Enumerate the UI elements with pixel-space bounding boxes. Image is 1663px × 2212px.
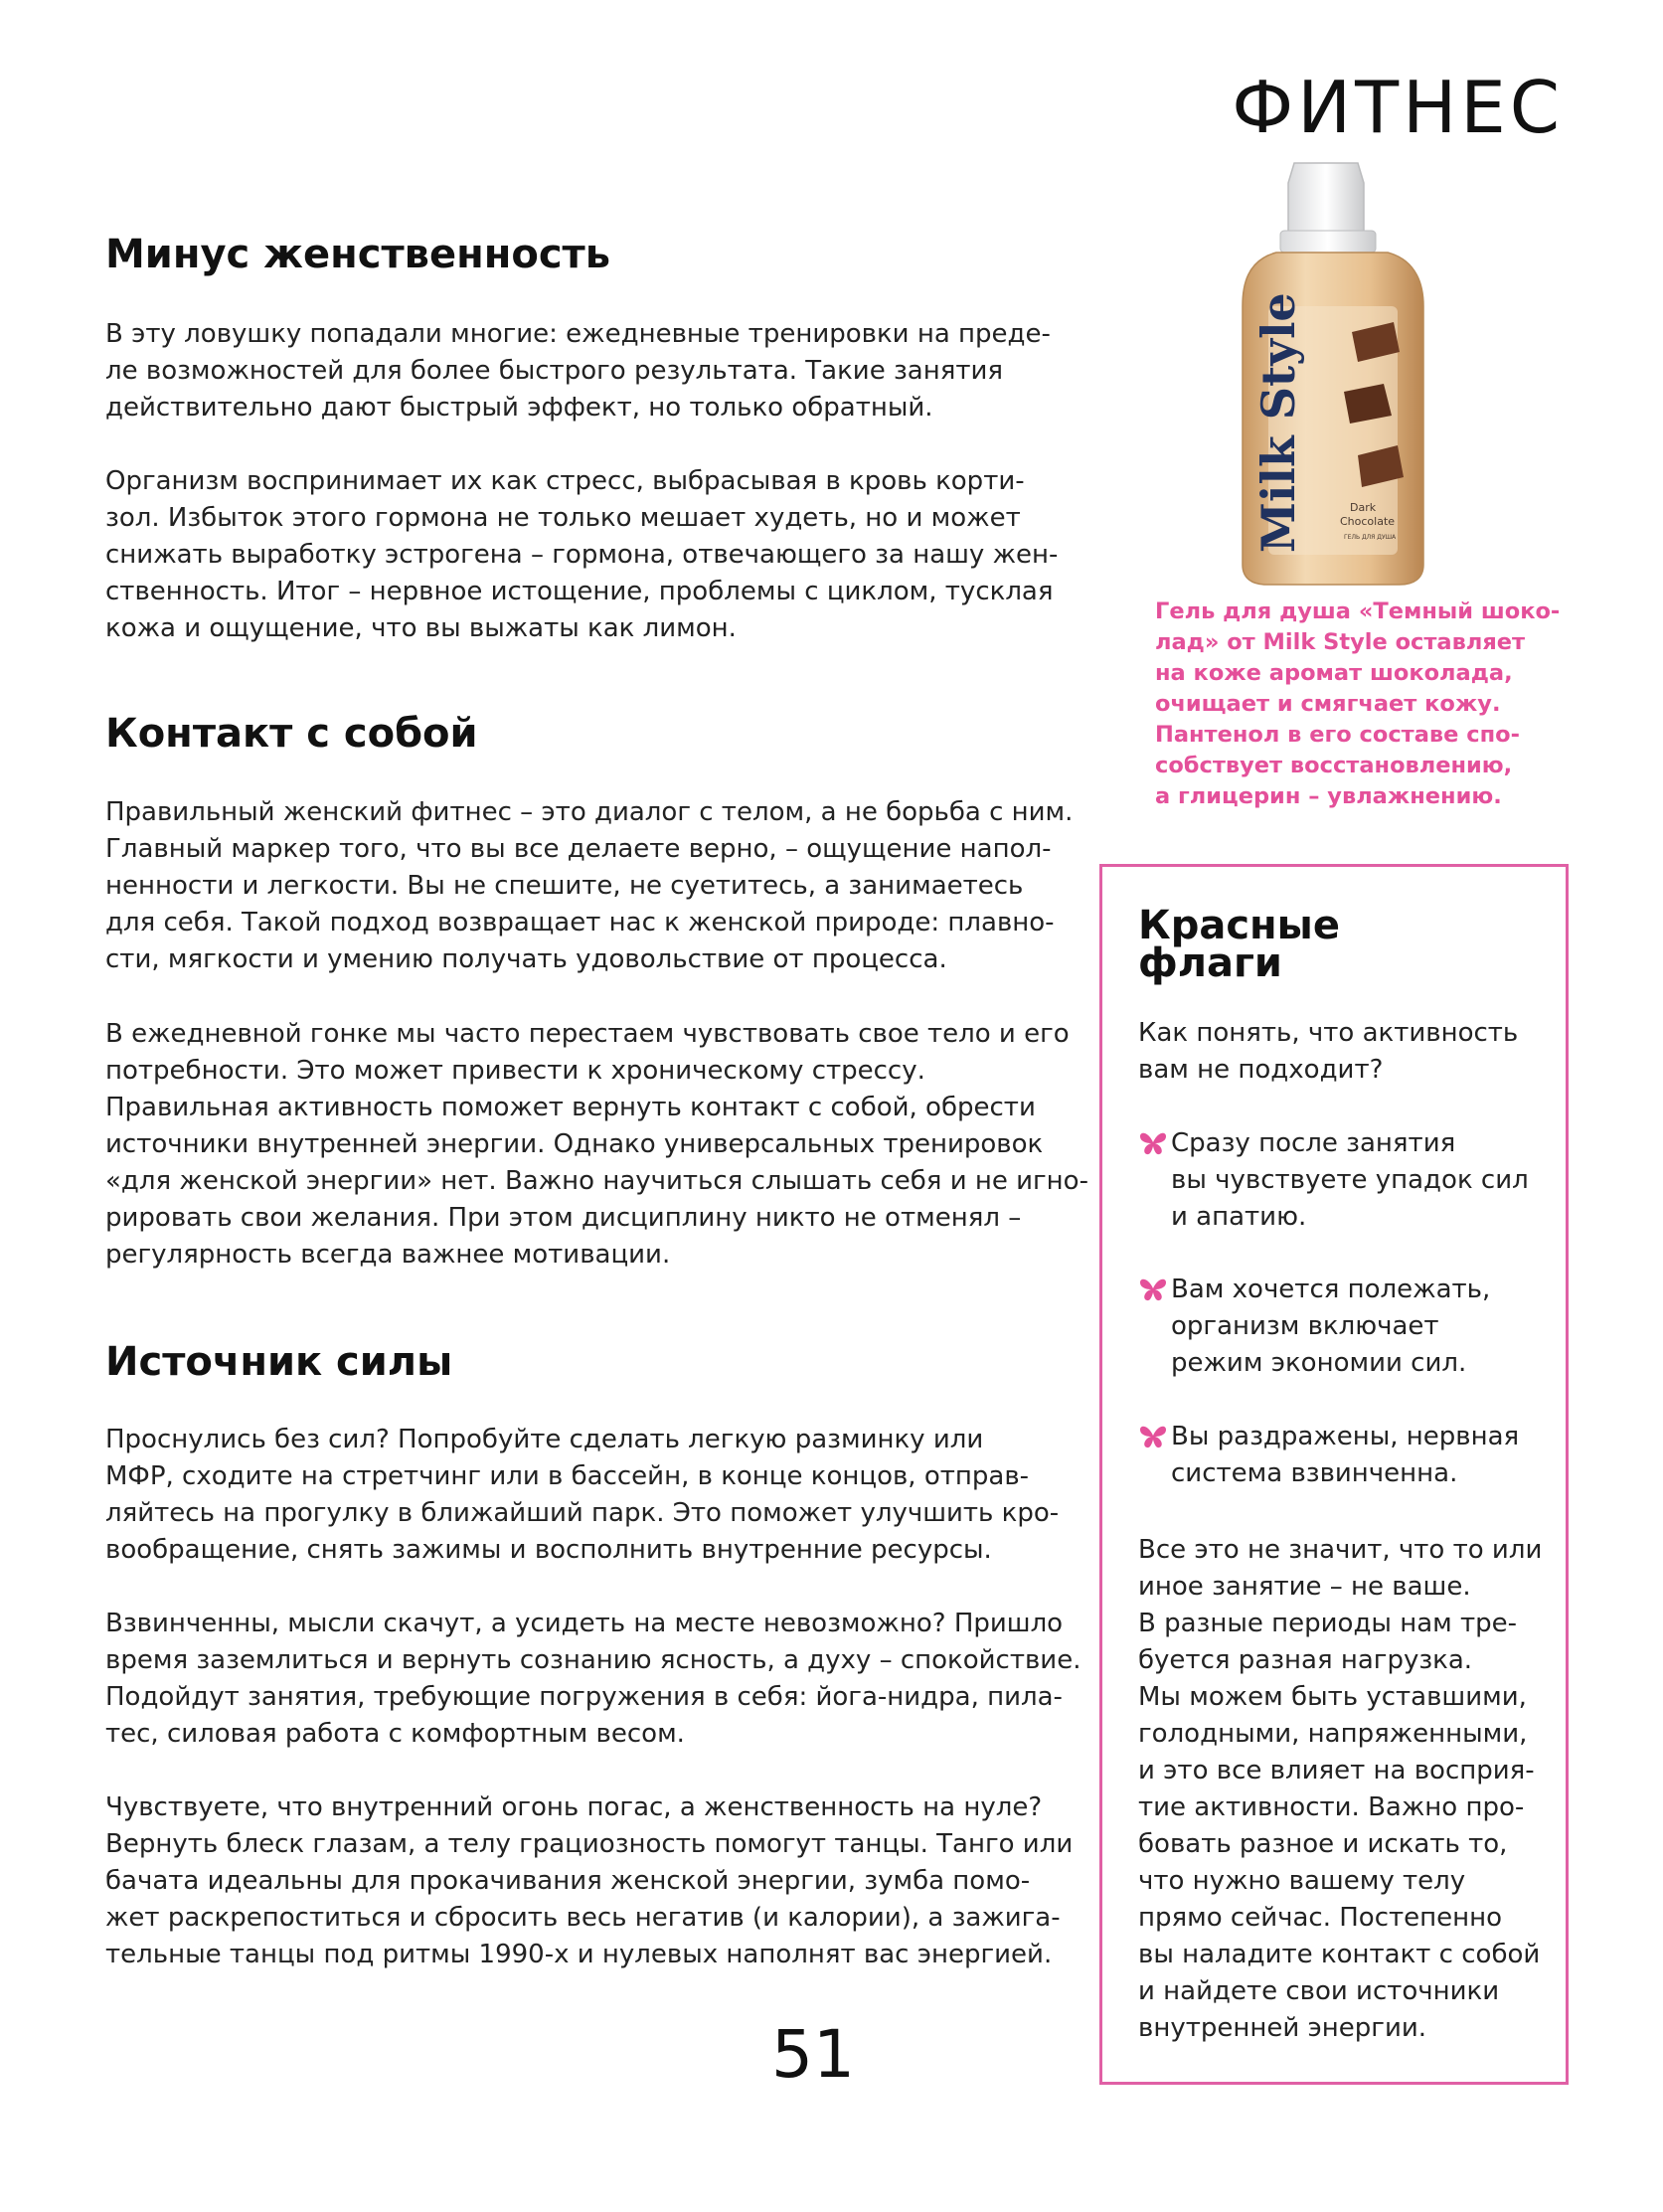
text-line: голодными, напряженными, <box>1138 1719 1528 1749</box>
text-line: буется разная нагрузка. <box>1138 1645 1473 1675</box>
text-line: ляйтесь на прогулку в ближайший парк. Это поможет улучшить кро- <box>105 1498 1060 1528</box>
red-flag-item-1 <box>1138 1125 1556 1236</box>
section-label: ФИТНЕС <box>1232 66 1564 149</box>
paragraph-s1-p1 <box>105 316 1060 426</box>
text-line: организм включает <box>1171 1311 1439 1341</box>
text-line: тес, силовая работа с комфортным весом. <box>105 1719 685 1749</box>
text-line: Сразу после занятия <box>1171 1128 1456 1158</box>
text-line: МФР, сходите на стретчинг или в бассейн, в конце концов, отправ- <box>105 1461 1030 1491</box>
text-line: бачата идеальны для прокачивания женской энергии, зумба помо- <box>105 1866 1031 1896</box>
text-line: вы наладите контакт с собой <box>1138 1940 1541 1969</box>
text-line: потребности. Это может привести к хроническому стрессу. <box>105 1056 925 1086</box>
red-flags-conclusion <box>1138 1532 1556 2047</box>
text-line: иное занятие – не ваше. <box>1138 1572 1471 1602</box>
text-line: Чувствуете, что внутренний огонь погас, а женственность на нуле? <box>105 1792 1043 1822</box>
text-line: тие активности. Важно про- <box>1138 1792 1525 1822</box>
paragraph-s1-p2 <box>105 463 1060 647</box>
text-line: В ежедневной гонке мы часто перестаем чувствовать свое тело и его <box>105 1019 1070 1049</box>
text-line: источники внутренней энергии. Однако универсальных тренировок <box>105 1129 1044 1159</box>
product-variant-line2: Chocolate <box>1340 515 1396 528</box>
paragraph-s3-p1 <box>105 1422 1060 1569</box>
text-line: Вернуть блеск глазам, а телу грациозность помогут танцы. Танго или <box>105 1829 1074 1859</box>
text-line: ненности и легкости. Вы не спешите, не суетитесь, а занимаетесь <box>105 871 1024 901</box>
text-line: Подойдут занятия, требующие погружения в себя: йога-нидра, пила- <box>105 1682 1063 1712</box>
text-line: зол. Избыток этого гормона не только мешает худеть, но и может <box>105 503 1021 533</box>
text-line: на коже аромат шоколада, <box>1155 660 1513 686</box>
text-line: рировать свои желания. При этом дисциплину никто не отменял – <box>105 1203 1022 1233</box>
text-line: Как понять, что активность <box>1138 1018 1519 1048</box>
text-line: режим экономии сил. <box>1171 1348 1467 1378</box>
text-line: ле возможностей для более быстрого результата. Такие занятия <box>105 356 1004 386</box>
text-line: собствует восстановлению, <box>1155 753 1513 778</box>
text-line: вам не подходит? <box>1138 1055 1384 1085</box>
text-line: и найдете свои источники <box>1138 1976 1500 2006</box>
heading-minus-femininity: Минус женственность <box>105 232 611 277</box>
product-image-milk-style-bottle <box>1233 157 1431 587</box>
text-line: а глицерин – увлажнению. <box>1155 783 1502 809</box>
red-flags-title-line1: Красные <box>1138 903 1340 948</box>
red-flags-intro <box>1138 1015 1556 1089</box>
text-line: внутренней энергии. <box>1138 2013 1426 2043</box>
text-line: Мы можем быть уставшими, <box>1138 1682 1527 1712</box>
red-flag-text-3 <box>1171 1419 1556 1492</box>
text-line: ственность. Итог – нервное истощение, проблемы с циклом, тусклая <box>105 577 1054 606</box>
text-line: Вы раздражены, нервная <box>1171 1422 1520 1451</box>
red-flags-title-line2: флаги <box>1138 940 1282 986</box>
text-line: Гель для душа «Темный шоко- <box>1155 598 1561 624</box>
text-line: Главный маркер того, что вы все делаете верно, – ощущение напол- <box>105 834 1052 864</box>
product-brand-text: Milk Style <box>1251 292 1305 553</box>
paragraph-s3-p2 <box>105 1606 1081 1753</box>
text-line: В разные периоды нам тре- <box>1138 1609 1518 1638</box>
text-line: бовать разное и искать то, <box>1138 1829 1508 1859</box>
red-flags-box <box>1099 864 1569 2085</box>
butterfly-icon <box>1138 1276 1168 1303</box>
text-line: действительно дают быстрый эффект, но только обратный. <box>105 393 933 423</box>
heading-source-of-strength: Источник силы <box>105 1339 453 1385</box>
text-line: и апатию. <box>1171 1202 1307 1232</box>
text-line: лад» от Milk Style оставляет <box>1155 629 1526 655</box>
paragraph-s2-p2 <box>105 1016 1088 1274</box>
text-line: Проснулись без сил? Попробуйте сделать легкую разминку или <box>105 1425 984 1454</box>
product-caption <box>1155 596 1560 812</box>
red-flag-text-1 <box>1171 1125 1556 1236</box>
page-number: 51 <box>771 2016 855 2093</box>
red-flag-item-2 <box>1138 1272 1556 1382</box>
product-type-text: ГЕЛЬ ДЛЯ ДУША <box>1344 534 1397 541</box>
red-flag-item-3 <box>1138 1419 1556 1492</box>
text-line: снижать выработку эстрогена – гормона, отвечающего за нашу жен- <box>105 540 1059 570</box>
red-flag-text-2 <box>1171 1272 1556 1382</box>
text-line: жет раскрепоститься и сбросить весь негатив (и калории), а зажига- <box>105 1903 1061 1933</box>
text-line: «для женской энергии» нет. Важно научиться слышать себя и не игно- <box>105 1166 1088 1196</box>
text-line: Организм воспринимает их как стресс, выбрасывая в кровь корти- <box>105 466 1025 496</box>
text-line: очищает и смягчает кожу. <box>1155 691 1501 717</box>
text-line: Правильный женский фитнес – это диалог с телом, а не борьба с ним. <box>105 797 1074 827</box>
text-line: Пантенол в его составе спо- <box>1155 722 1520 748</box>
text-line: вы чувствуете упадок сил <box>1171 1165 1529 1195</box>
text-line: прямо сейчас. Постепенно <box>1138 1903 1503 1933</box>
text-line: для себя. Такой подход возвращает нас к женской природе: плавно- <box>105 908 1055 937</box>
text-line: сти, мягкости и умению получать удовольствие от процесса. <box>105 944 947 974</box>
text-line: регулярность всегда важнее мотивации. <box>105 1240 671 1270</box>
paragraph-s2-p1 <box>105 794 1074 978</box>
red-flags-title <box>1138 903 1340 986</box>
text-line: система взвинченна. <box>1171 1458 1458 1488</box>
heading-contact-with-self: Контакт с собой <box>105 711 478 757</box>
text-line: тельные танцы под ритмы 1990-х и нулевых наполнят вас энергией. <box>105 1940 1053 1969</box>
text-line: В эту ловушку попадали многие: ежедневные тренировки на преде- <box>105 319 1051 349</box>
text-line: кожа и ощущение, что вы выжаты как лимон. <box>105 613 737 643</box>
paragraph-s3-p3 <box>105 1789 1074 1973</box>
text-line: Взвинченны, мысли скачут, а усидеть на месте невозможно? Пришло <box>105 1609 1064 1638</box>
text-line: время заземлиться и вернуть сознанию ясность, а духу – спокойствие. <box>105 1645 1081 1675</box>
text-line: вообращение, снять зажимы и восполнить внутренние ресурсы. <box>105 1535 992 1565</box>
text-line: что нужно вашему телу <box>1138 1866 1466 1896</box>
product-variant-line1: Dark <box>1350 501 1377 514</box>
text-line: Правильная активность поможет вернуть контакт с собой, обрести <box>105 1093 1036 1122</box>
butterfly-icon <box>1138 1129 1168 1157</box>
text-line: Вам хочется полежать, <box>1171 1275 1491 1304</box>
butterfly-icon <box>1138 1423 1168 1450</box>
text-line: Все это не значит, что то или <box>1138 1535 1543 1565</box>
text-line: и это все влияет на восприя- <box>1138 1756 1535 1786</box>
